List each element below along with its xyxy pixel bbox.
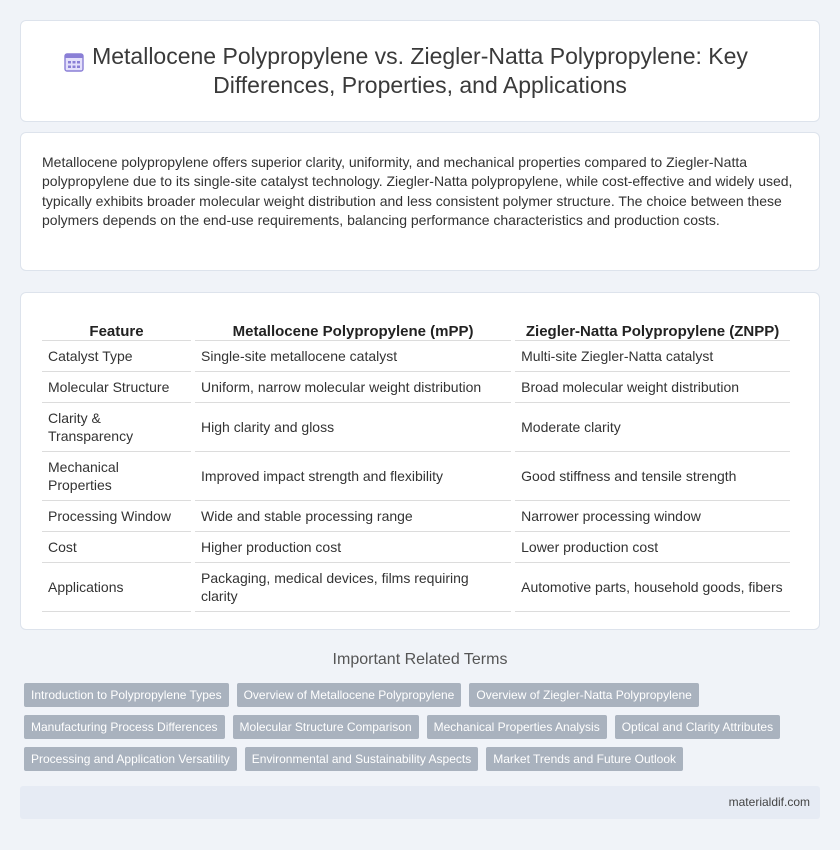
table-row (42, 403, 790, 452)
header-card (20, 20, 820, 122)
feature-cell: Cost (42, 532, 191, 563)
mpp-cell: Packaging, medical devices, films requiring clarity (195, 563, 511, 612)
footer-site-link[interactable]: materialdif.com (728, 795, 810, 809)
znpp-cell: Broad molecular weight distribution (515, 372, 790, 403)
znpp-cell: Automotive parts, household goods, fibers (515, 563, 790, 612)
mpp-cell: Single-site metallocene catalyst (195, 341, 511, 372)
feature-cell: Mechanical Properties (42, 452, 191, 501)
table-row (42, 452, 790, 501)
tag-overview-of-metallocene-polypropylene[interactable]: Overview of Metallocene Polypropylene (237, 683, 462, 707)
header-mpp: Metallocene Polypropylene (mPP) (195, 315, 511, 341)
table-row (42, 372, 790, 403)
znpp-cell: Moderate clarity (515, 403, 790, 452)
mpp-cell: Wide and stable processing range (195, 501, 511, 532)
znpp-cell: Good stiffness and tensile strength (515, 452, 790, 501)
tag-optical-and-clarity-attributes[interactable]: Optical and Clarity Attributes (615, 715, 780, 739)
feature-cell: Applications (42, 563, 191, 612)
intro-paragraph: Metallocene polypropylene offers superior clarity, uniformity, and mechanical properties compared to Ziegler-Natta polypropylene due to its single-site catalyst technology. Ziegler-Natta polypropylene, while cost-effective and widely used, typically exhibits broader molecular weight distribution and less consistent polymer structure. The choice between these polymers depends on the end-use requirements, balancing performance characteristics and production costs. (42, 154, 793, 229)
znpp-cell: Narrower processing window (515, 501, 790, 532)
related-terms-tags (24, 683, 814, 779)
znpp-cell: Lower production cost (515, 532, 790, 563)
znpp-cell: Multi-site Ziegler-Natta catalyst (515, 341, 790, 372)
feature-cell: Catalyst Type (42, 341, 191, 372)
tag-molecular-structure-comparison[interactable]: Molecular Structure Comparison (233, 715, 419, 739)
mpp-cell: High clarity and gloss (195, 403, 511, 452)
table-row (42, 341, 790, 372)
page-title: Metallocene Polypropylene vs. Ziegler-Natta Polypropylene: Key Differences, Properties, and Applications (92, 43, 748, 98)
header-znpp: Ziegler-Natta Polypropylene (ZNPP) (515, 315, 790, 341)
comparison-table (38, 315, 794, 612)
feature-cell: Clarity & Transparency (42, 403, 191, 452)
intro-card (20, 132, 820, 271)
header-feature: Feature (42, 315, 191, 341)
table-header-row (42, 315, 790, 341)
mpp-cell: Improved impact strength and flexibility (195, 452, 511, 501)
tag-overview-of-ziegler-natta-polypropylene[interactable]: Overview of Ziegler-Natta Polypropylene (469, 683, 698, 707)
tag-row (24, 715, 814, 739)
related-terms-heading: Important Related Terms (332, 651, 508, 668)
tag-introduction-to-polypropylene-types[interactable]: Introduction to Polypropylene Types (24, 683, 229, 707)
feature-cell: Processing Window (42, 501, 191, 532)
tag-row (24, 747, 814, 771)
footer (20, 786, 820, 819)
table-row (42, 532, 790, 563)
feature-cell: Molecular Structure (42, 372, 191, 403)
tag-manufacturing-process-differences[interactable]: Manufacturing Process Differences (24, 715, 225, 739)
table-row (42, 563, 790, 612)
mpp-cell: Higher production cost (195, 532, 511, 563)
tag-row (24, 683, 814, 707)
tag-market-trends-and-future-outlook[interactable]: Market Trends and Future Outlook (486, 747, 683, 771)
tag-environmental-and-sustainability-aspects[interactable]: Environmental and Sustainability Aspects (245, 747, 478, 771)
mpp-cell: Uniform, narrow molecular weight distribution (195, 372, 511, 403)
tag-mechanical-properties-analysis[interactable]: Mechanical Properties Analysis (427, 715, 607, 739)
tag-processing-and-application-versatility[interactable]: Processing and Application Versatility (24, 747, 237, 771)
comparison-table-card (20, 292, 820, 630)
table-row (42, 501, 790, 532)
